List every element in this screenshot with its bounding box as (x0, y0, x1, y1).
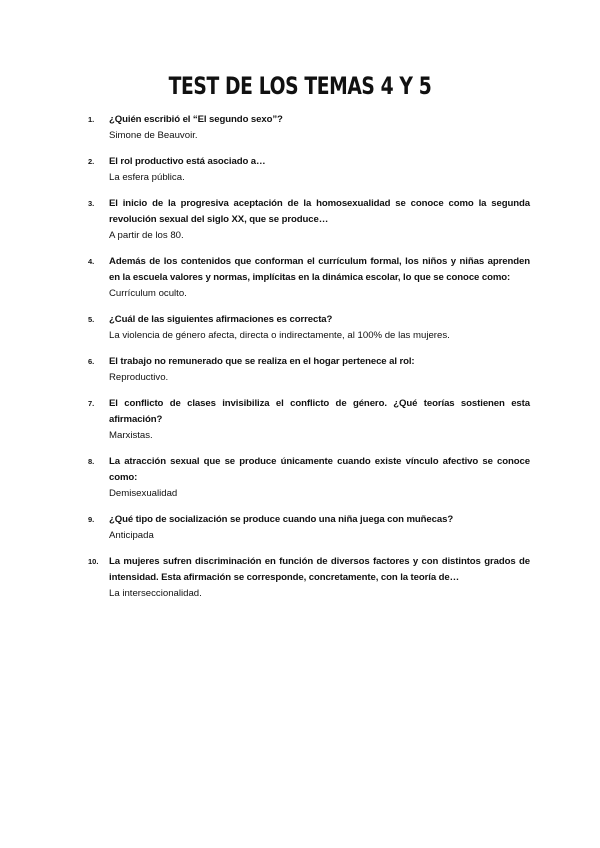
question-item-2 (88, 154, 530, 186)
answer-text: La interseccionalidad. (109, 588, 202, 599)
question-item-7 (88, 396, 530, 444)
question-item-3 (88, 196, 530, 244)
answer-text: Marxistas. (109, 430, 153, 441)
question-text: El conflicto de clases invisibiliza el conflicto de género. ¿Qué teorías sostienen esta afirmación? (109, 398, 530, 425)
question-item-10 (88, 554, 530, 602)
question-item-1 (88, 112, 530, 144)
question-text: El trabajo no remunerado que se realiza en el hogar pertenece al rol: (109, 356, 415, 367)
question-number: 2. (88, 157, 95, 166)
question-text: La mujeres sufren discriminación en función de diversos factores y con distintos grados de intensidad. Esta afirmación se corresponde, concretamente, con la teoría de… (109, 556, 530, 583)
question-list (88, 112, 530, 612)
question-text: La atracción sexual que se produce únicamente cuando existe vínculo afectivo se conoce como: (109, 456, 530, 483)
answer-text: Demisexualidad (109, 488, 178, 499)
question-text: El rol productivo está asociado a… (109, 156, 266, 167)
question-number: 10. (88, 557, 99, 566)
answer-text: Anticipada (109, 530, 154, 541)
question-number: 8. (88, 457, 95, 466)
question-item-4 (88, 254, 530, 302)
question-number: 6. (88, 357, 95, 366)
question-number: 5. (88, 315, 95, 324)
question-number: 4. (88, 257, 95, 266)
question-text: Además de los contenidos que conforman el currículum formal, los niños y niñas aprenden en la escuela valores y normas, implícitas en la dinámica escolar, lo que se conoce como: (109, 256, 530, 283)
answer-text: La violencia de género afecta, directa o indirectamente, al 100% de las mujeres. (109, 330, 450, 341)
question-item-9 (88, 512, 530, 544)
question-number: 7. (88, 399, 95, 408)
answer-text: Reproductivo. (109, 372, 169, 383)
answer-text: La esfera pública. (109, 172, 185, 183)
question-number: 3. (88, 199, 95, 208)
answer-text: A partir de los 80. (109, 230, 184, 241)
document-title: TEST DE LOS TEMAS 4 Y 5 (168, 72, 432, 100)
question-text: El inicio de la progresiva aceptación de la homosexualidad se conoce como la segunda revolución sexual del siglo XX, que se produce… (109, 198, 530, 225)
answer-text: Simone de Beauvoir. (109, 130, 198, 141)
question-item-5 (88, 312, 530, 344)
question-number: 1. (88, 115, 95, 124)
question-item-8 (88, 454, 530, 502)
answer-text: Currículum oculto. (109, 288, 187, 299)
question-text: ¿Quién escribió el “El segundo sexo”? (109, 114, 283, 125)
question-number: 9. (88, 515, 95, 524)
question-item-6 (88, 354, 530, 386)
question-text: ¿Cuál de las siguientes afirmaciones es correcta? (109, 314, 333, 325)
question-text: ¿Qué tipo de socialización se produce cuando una niña juega con muñecas? (109, 514, 454, 525)
